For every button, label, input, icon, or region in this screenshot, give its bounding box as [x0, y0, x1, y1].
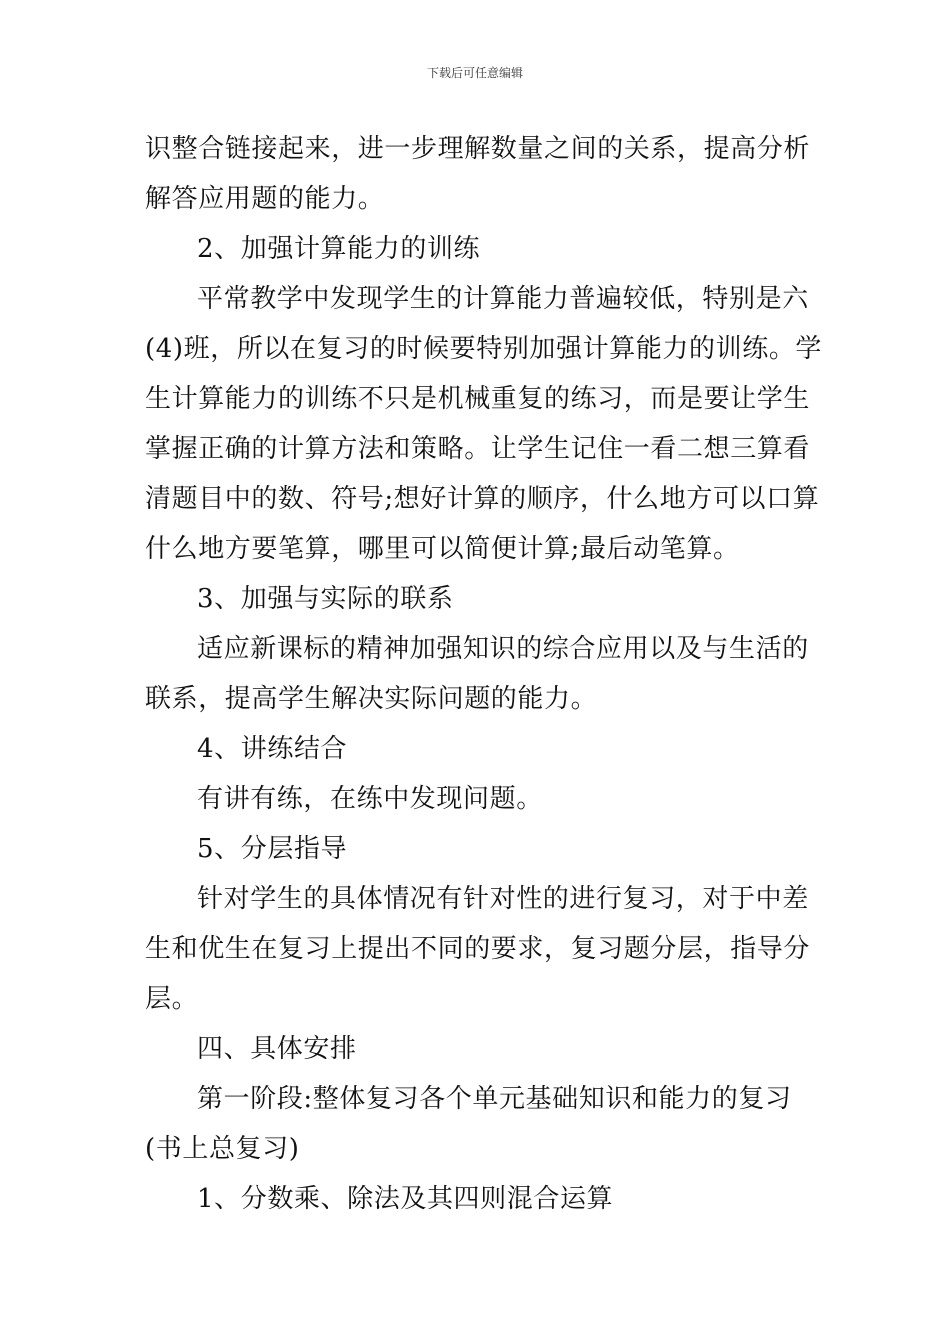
- text-line: 平常教学中发现学生的计算能力普遍较低，特别是六: [197, 284, 809, 314]
- text-line: 清题目中的数、符号;想好计算的顺序，什么地方可以口算: [145, 484, 820, 514]
- text-line: 什么地方要笔算，哪里可以简便计算;最后动笔算。: [145, 534, 740, 564]
- text-line: 第一阶段:整体复习各个单元基础知识和能力的复习: [197, 1084, 792, 1114]
- text-line: 生计算能力的训练不只是机械重复的练习，而是要让学生: [145, 384, 811, 414]
- page-header: 下载后可任意编辑: [426, 66, 523, 80]
- section-heading: 3、加强与实际的联系: [197, 584, 454, 614]
- document-body: [145, 124, 823, 1224]
- text-line: 针对学生的具体情况有针对性的进行复习，对于中差: [197, 884, 809, 914]
- section-heading: 1、分数乘、除法及其四则混合运算: [197, 1184, 614, 1214]
- section-heading: 4、讲练结合: [197, 734, 348, 764]
- text-line: (书上总复习): [145, 1134, 300, 1164]
- text-line: 适应新课标的精神加强知识的综合应用以及与生活的: [197, 634, 809, 664]
- section-heading: 四、具体安排: [197, 1034, 357, 1064]
- section-heading: 5、分层指导: [197, 834, 348, 864]
- text-line: 联系，提高学生解决实际问题的能力。: [145, 684, 598, 714]
- text-line: 解答应用题的能力。: [145, 184, 385, 214]
- text-line: 有讲有练，在练中发现问题。: [197, 784, 543, 814]
- text-line: 生和优生在复习上提出不同的要求，复习题分层，指导分: [145, 934, 811, 964]
- text-line: 识整合链接起来，进一步理解数量之间的关系，提高分析: [145, 134, 811, 164]
- section-heading: 2、加强计算能力的训练: [197, 234, 481, 264]
- text-line: 掌握正确的计算方法和策略。让学生记住一看二想三算看: [145, 434, 811, 464]
- text-line: 层。: [145, 984, 199, 1014]
- text-line: (4)班，所以在复习的时候要特别加强计算能力的训练。学: [145, 334, 823, 364]
